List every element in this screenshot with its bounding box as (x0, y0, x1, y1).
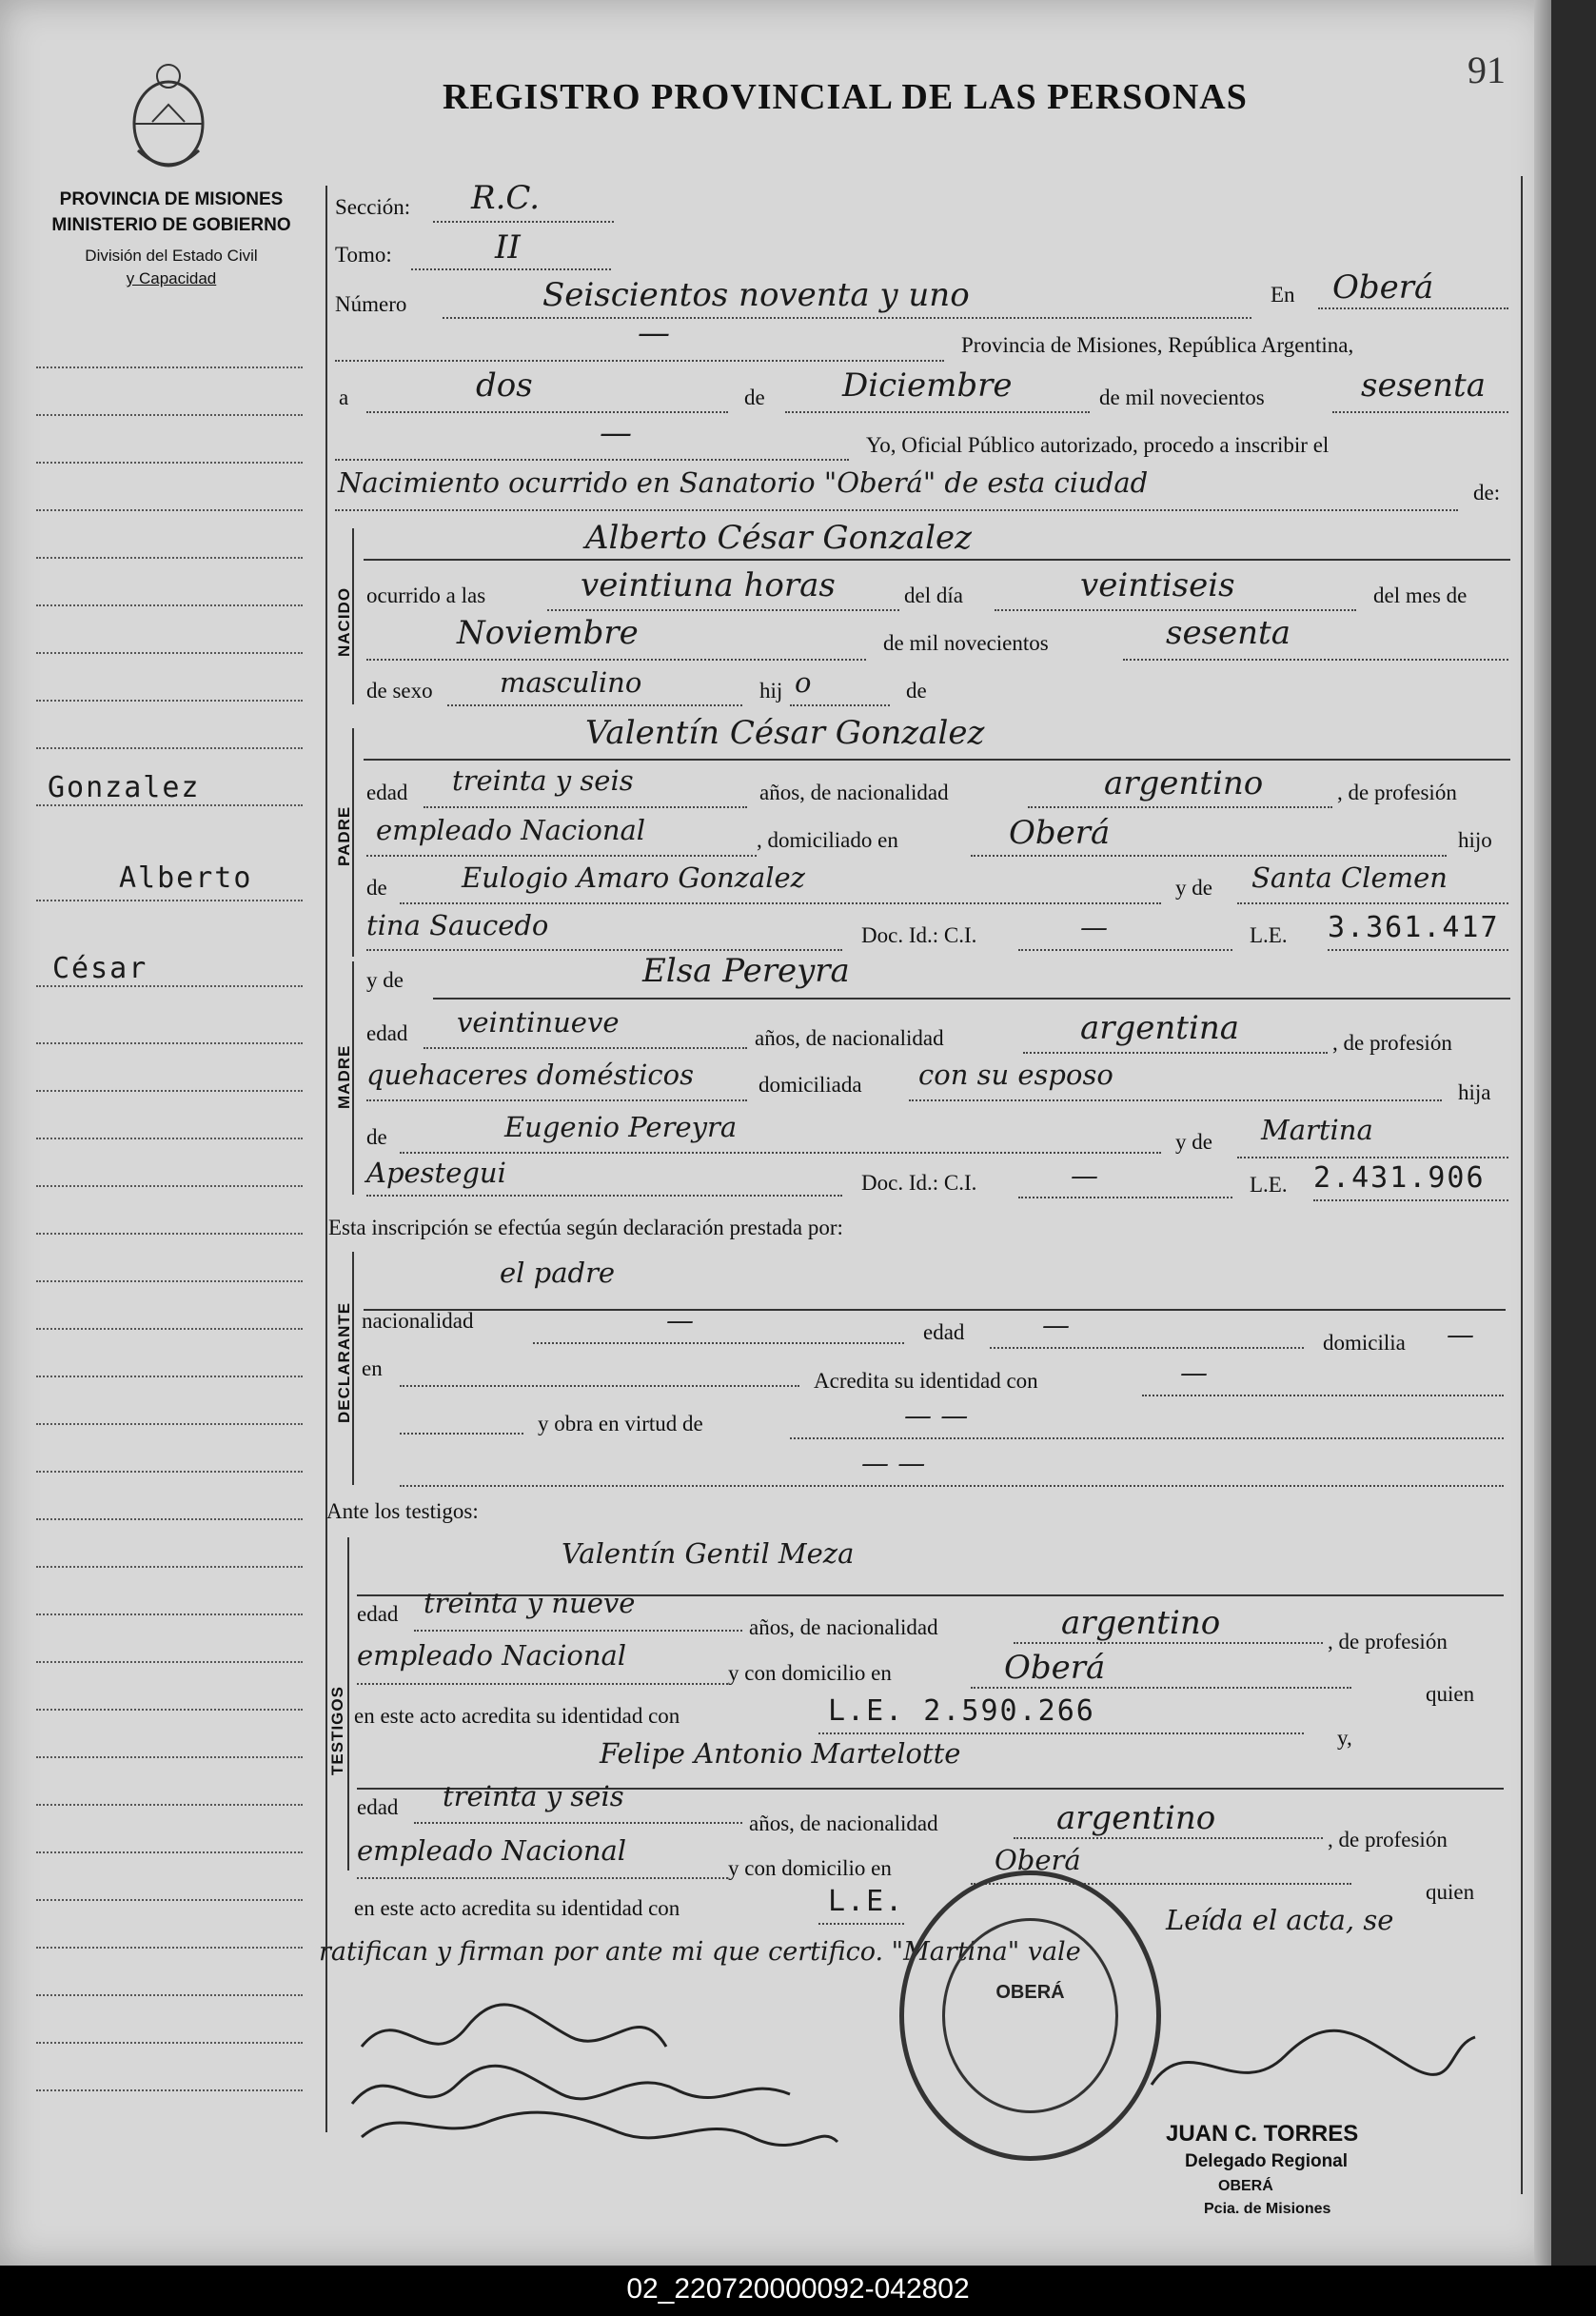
testigo1-nac-label: años, de nacionalidad (749, 1615, 938, 1639)
closing-line-2: ratifican y firman por ante mi que certifico. "Martina" vale (319, 1937, 1081, 1967)
de-colon-label: de: (1473, 481, 1501, 505)
testigo1-acredita-value: L.E. 2.590.266 (828, 1694, 1095, 1728)
scan-footer-code: 02_220720000092-042802 (626, 2273, 970, 2305)
nacido-year-prefix: de mil novecientos (883, 631, 1049, 655)
month-born-value: Noviembre (457, 614, 639, 652)
madre-le-label: L.E. (1250, 1173, 1288, 1197)
registry-dash-2: — (600, 414, 632, 452)
padre-dom-label: , domiciliado en (757, 828, 898, 852)
official-name: JUAN C. TORRES (1166, 2121, 1359, 2147)
tomo-label: Tomo: (335, 243, 392, 267)
padre-doc-label: Doc. Id.: C.I. (861, 923, 977, 947)
declarante-dom-label: domicilia (1323, 1331, 1406, 1355)
registry-dash-1: — (638, 314, 670, 352)
numero-label: Número (335, 292, 407, 316)
testigo1-edad-label: edad (357, 1602, 399, 1626)
declarante-intro: Esta inscripción se efectúa según declaración prestada por: (328, 1216, 843, 1239)
a-label: a (339, 386, 349, 409)
ministry-label: MINISTERIO DE GOBIERNO (51, 215, 291, 235)
declarante-edad-value: — (1042, 1309, 1070, 1341)
padre-prof-value: empleado Nacional (376, 814, 646, 846)
del-mes-label: del mes de (1373, 584, 1468, 607)
madre-prof-label: , de profesión (1332, 1031, 1452, 1055)
testigo1-nac-value: argentino (1061, 1604, 1221, 1642)
testigo2-name-value: Felipe Antonio Martelotte (600, 1737, 961, 1770)
testigo2-quien-label: quien (1426, 1880, 1475, 1904)
coat-of-arms-icon (124, 55, 214, 179)
official-place: OBERÁ (1218, 2178, 1273, 2194)
declarante-nac-label: nacionalidad (362, 1309, 474, 1333)
margin-second-name: César (52, 952, 148, 985)
declarante-dom-value: — (1447, 1318, 1474, 1351)
padre-father-value: Eulogio Amaro Gonzalez (462, 861, 805, 894)
padre-le-label: L.E. (1250, 923, 1288, 947)
declarante-obra-value: — — (904, 1399, 969, 1432)
margin-surname: Gonzalez (48, 771, 201, 804)
madre-doc-value: — (1071, 1159, 1098, 1192)
testigo2-acredita-label: en este acto acredita su identidad con (354, 1896, 680, 1920)
main-left-border (325, 186, 327, 2132)
year-value: sesenta (1361, 366, 1486, 405)
division-label-2: y Capacidad (126, 269, 217, 287)
testigo1-prof-value: empleado Nacional (357, 1639, 627, 1672)
padre-nac-label: años, de nacionalidad (759, 781, 949, 804)
page-edge (1534, 0, 1551, 2266)
padre-mother-value-1: Santa Clemen (1251, 861, 1448, 894)
hijo-value: o (795, 666, 812, 699)
numero-value: Seiscientos noventa y uno (542, 276, 970, 314)
en-value: Oberá (1332, 268, 1434, 307)
testigo2-nac-value: argentino (1056, 1799, 1216, 1837)
scan-border-right (1551, 0, 1596, 2266)
margin-first-name: Alberto (119, 861, 253, 895)
testigo2-prof-label: , de profesión (1328, 1828, 1448, 1851)
padre-hijo-label: hijo (1458, 828, 1492, 852)
province-label: PROVINCIA DE MISIONES (59, 189, 284, 209)
madre-edad-value: veintinueve (457, 1006, 620, 1039)
padre-de-label: de (366, 876, 387, 900)
padre-section-label: PADRE (335, 805, 353, 866)
nacido-de-label: de (906, 679, 927, 703)
seccion-value: R.C. (471, 179, 541, 217)
page-number: 91 (1468, 49, 1506, 91)
official-title: Delegado Regional (1185, 2151, 1349, 2171)
testigos-intro: Ante los testigos: (326, 1499, 479, 1523)
padre-edad-label: edad (366, 781, 408, 804)
declarante-name-value: el padre (500, 1257, 616, 1289)
de-label: de (744, 386, 765, 409)
testigo1-edad-value: treinta y nueve (424, 1587, 636, 1619)
padre-doc-value: — (1080, 911, 1108, 943)
declarante-obra-label: y obra en virtud de (538, 1412, 703, 1435)
madre-prof-value: quehaceres domésticos (366, 1059, 694, 1091)
nacido-section-label: NACIDO (335, 586, 353, 657)
madre-nac-label: años, de nacionalidad (755, 1026, 944, 1050)
madre-section-label: MADRE (335, 1044, 353, 1109)
testigos-bracket (347, 1537, 349, 1871)
year-born-value: sesenta (1166, 614, 1291, 652)
madre-doc-label: Doc. Id.: C.I. (861, 1171, 977, 1195)
testigo1-dom-label: y con domicilio en (728, 1661, 892, 1685)
padre-name-value: Valentín César Gonzalez (585, 714, 985, 752)
declarante-acredita-label: Acredita su identidad con (814, 1369, 1038, 1393)
en-label: En (1271, 283, 1295, 307)
testigo2-edad-label: edad (357, 1795, 399, 1819)
madre-dom-label: domiciliada (759, 1073, 862, 1097)
testigo2-edad-value: treinta y seis (443, 1780, 624, 1812)
declarante-edad-label: edad (923, 1320, 965, 1344)
madre-dom-value: con su esposo (918, 1059, 1113, 1091)
declarante-nac-value: — (666, 1304, 694, 1336)
seccion-label: Sección: (335, 195, 411, 219)
padre-mother-value-2: tina Saucedo (366, 909, 549, 941)
declarante-extra-value: — — (861, 1447, 926, 1479)
padre-le-value: 3.361.417 (1328, 911, 1500, 944)
madre-nac-value: argentina (1080, 1009, 1240, 1047)
year-prefix-label: de mil novecientos (1099, 386, 1265, 409)
madre-father-value: Eugenio Pereyra (504, 1111, 738, 1143)
testigo1-dom-value: Oberá (1004, 1649, 1106, 1687)
madre-de-label: de (366, 1125, 387, 1149)
testigo1-prof-label: , de profesión (1328, 1630, 1448, 1653)
madre-edad-label: edad (366, 1021, 408, 1045)
closing-line-1: Leída el acta, se (1166, 1904, 1394, 1936)
event-value: Nacimiento ocurrido en Sanatorio "Oberá" de esta ciudad (338, 466, 1149, 499)
testigo1-acredita-label: en este acto acredita su identidad con (354, 1704, 680, 1728)
oficial-text: Yo, Oficial Público autorizado, procedo a inscribir el (866, 433, 1330, 457)
madre-name-value: Elsa Pereyra (642, 952, 850, 990)
declarante-en-label: en (362, 1356, 383, 1380)
day-born-value: veintiseis (1080, 566, 1235, 604)
del-dia-label: del día (904, 584, 963, 607)
declarante-acredita-value: — (1180, 1356, 1208, 1389)
official-signature-drawing (1133, 1999, 1494, 2113)
madre-hija-label: hija (1458, 1080, 1491, 1104)
registry-seal (899, 1871, 1161, 2161)
testigo2-prof-value: empleado Nacional (357, 1834, 627, 1867)
hour-value: veintiuna horas (581, 566, 836, 604)
testigo2-dom-value: Oberá (995, 1844, 1081, 1876)
madre-y-de-label: y de (366, 968, 404, 992)
testigo1-name-value: Valentín Gentil Meza (562, 1537, 855, 1570)
nacido-name-value: Alberto César Gonzalez (585, 519, 973, 557)
padre-prof-label: , de profesión (1337, 781, 1457, 804)
madre-mother-value-1: Martina (1261, 1114, 1373, 1146)
document-title: REGISTRO PROVINCIAL DE LAS PERSONAS (443, 77, 1248, 117)
madre-y-de2-label: y de (1175, 1130, 1212, 1154)
testigo1-y-label: y, (1337, 1726, 1352, 1750)
main-right-border (1521, 176, 1523, 2194)
seal-center-text: OBERÁ (995, 1982, 1065, 2003)
testigo2-nac-label: años, de nacionalidad (749, 1811, 938, 1835)
declarante-section-label: DECLARANTE (335, 1301, 353, 1423)
padre-y-de-label: y de (1175, 876, 1212, 900)
tomo-value: II (495, 228, 521, 267)
hijo-label: hij (759, 679, 783, 703)
padre-nac-value: argentino (1104, 764, 1264, 802)
testigo2-acredita-value: L.E. (828, 1885, 905, 1918)
month-value: Diciembre (842, 366, 1013, 405)
division-label: División del Estado Civil (85, 247, 258, 265)
testigo2-dom-label: y con domicilio en (728, 1856, 892, 1880)
ocurrido-label: ocurrido a las (366, 584, 486, 607)
testigo1-quien-label: quien (1426, 1682, 1475, 1706)
sexo-value: masculino (500, 666, 642, 699)
official-note: Pcia. de Misiones (1204, 2201, 1331, 2217)
padre-dom-value: Oberá (1009, 814, 1111, 852)
padre-edad-value: treinta y seis (452, 764, 634, 797)
testigos-section-label: TESTIGOS (328, 1686, 346, 1775)
madre-le-value: 2.431.906 (1313, 1161, 1486, 1195)
sexo-label: de sexo (366, 679, 433, 703)
day-value: dos (476, 366, 533, 405)
madre-mother-value-2: Apestegui (366, 1157, 506, 1189)
provincia-text: Provincia de Misiones, República Argentina, (961, 333, 1354, 357)
